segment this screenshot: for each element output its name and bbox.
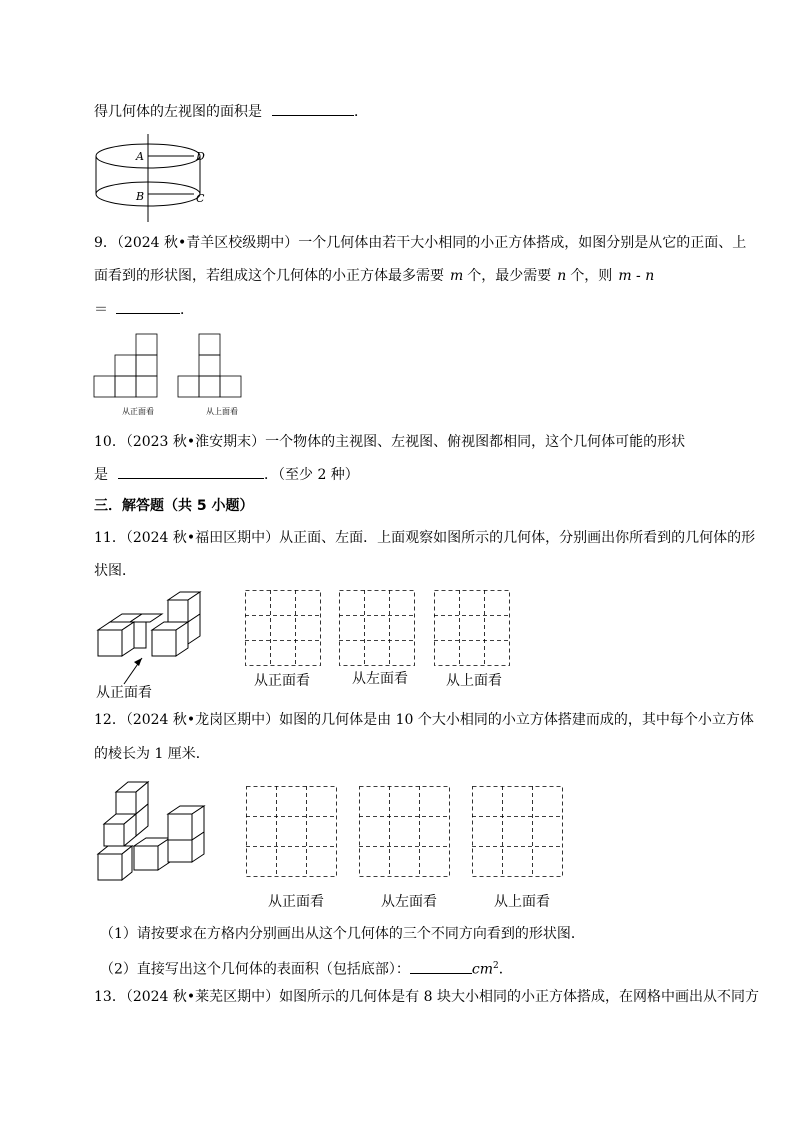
label-a: A	[136, 150, 144, 163]
q12-cap-front: 从正面看	[268, 894, 324, 910]
q9-cap-front: 从正面看	[122, 407, 154, 416]
q9-line1: 9．（2024 秋•青羊区校级期中）一个几何体由若干大小相同的小正方体搭成，如图分别是从它的正面、上	[94, 235, 747, 251]
q11-grid-front	[245, 590, 323, 668]
q9-line2: 面看到的形状图，若组成这个几何体的小正方体最多需要 m 个，最少需要 n 个，则 m - n	[94, 268, 655, 284]
q9-front-view	[94, 334, 164, 404]
q12-line2: 的棱长为 1 厘米．	[94, 746, 210, 762]
q8-text: 得几何体的左视图的面积是	[94, 104, 262, 120]
q8-answer-line	[94, 101, 368, 122]
q12-grid-top	[472, 786, 565, 879]
q12-line1: 12．（2024 秋•龙岗区期中）如图的几何体是由 10 个大小相同的小立方体搭建而成的，其中每个小立方体	[94, 712, 754, 728]
q8-answer-blank[interactable]	[272, 101, 354, 116]
label-b: B	[136, 190, 145, 203]
q11-grid-left	[339, 590, 417, 668]
label-c: C	[196, 192, 205, 205]
q11-line1: 11．（2024 秋•福田区期中）从正面、左面．上面观察如图所示的几何体，分别画出你所看到的几何体的形	[94, 530, 756, 546]
q13-line1: 13．（2024 秋•莱芜区期中）如图所示的几何体是有 8 块大小相同的小正方体搭成，在网格中画出从不同方	[94, 989, 759, 1005]
q12-grid-left	[359, 786, 452, 879]
q11-cap-left: 从左面看	[352, 671, 408, 687]
q12-solid	[94, 776, 214, 886]
q12-answer-blank[interactable]	[410, 959, 472, 974]
q12-sub2: （2）直接写出这个几何体的表面积（包括底部）： $cm^2$．	[100, 956, 513, 980]
q9-top-view	[178, 334, 248, 404]
q9-cap-top: 从上面看	[206, 407, 238, 416]
q10-line2: 是 ．（至少 2 种）	[94, 464, 359, 485]
q11-cap-front: 从正面看	[254, 673, 310, 689]
q9-answer-blank[interactable]	[116, 299, 180, 314]
q10-answer-blank[interactable]	[118, 464, 264, 479]
q9-line3: ＝ ．	[94, 299, 194, 320]
section-title: 三．解答题（共 5 小题）	[94, 498, 254, 514]
label-d: D	[196, 150, 205, 163]
q12-grid-front	[246, 786, 339, 879]
q8-period: ．	[354, 104, 368, 120]
cylinder-figure	[90, 134, 220, 224]
q11-cap-top: 从上面看	[446, 673, 502, 689]
q12-cap-left: 从左面看	[381, 894, 437, 910]
q12-sub1: （1）请按要求在方格内分别画出从这个几何体的三个不同方向看到的形状图．	[100, 926, 585, 942]
q12-cap-top: 从上面看	[494, 894, 550, 910]
q11-solid	[94, 590, 234, 690]
q11-grid-top	[434, 590, 512, 668]
q11-arrow-caption: 从正面看	[96, 685, 152, 701]
q10-line1: 10．（2023 秋•淮安期末）一个物体的主视图、左视图、俯视图都相同，这个几何体可能的形状	[94, 434, 686, 450]
q11-line2: 状图．	[94, 563, 136, 579]
